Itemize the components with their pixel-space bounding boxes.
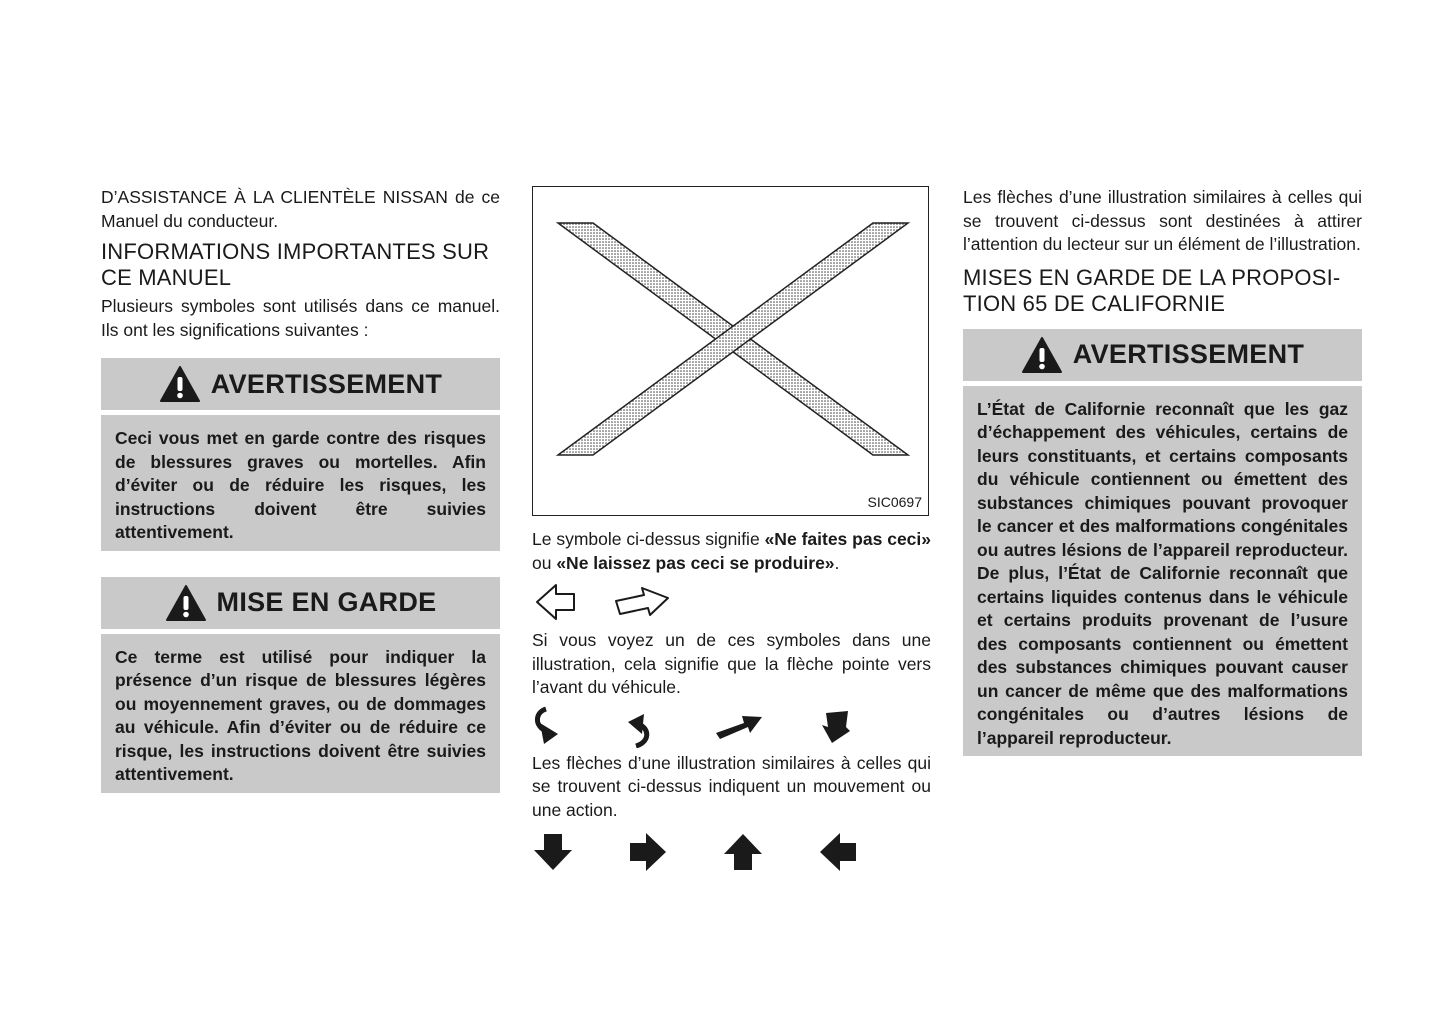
- diagonal-arrow-up-right-icon: [714, 711, 764, 743]
- attention-text: Les flèches d’une illustration similaires à celles qui se trouvent ci-dessus sont destinées à attirer l’attention du lecteur sur un élément de l’illustration.: [963, 187, 1362, 254]
- prohibition-x-icon: [533, 187, 930, 517]
- warning-box: [101, 358, 500, 551]
- movement-text: Les flèches d’une illustration similaires à celles qui se trouvent ci-dessus indiquent un mouvement ou une action.: [532, 752, 931, 820]
- arrow-right-icon: [628, 831, 668, 873]
- caution-box-header: [101, 577, 500, 634]
- left-column: [101, 186, 500, 793]
- warning-box-header: [101, 358, 500, 415]
- caution-title: MISE EN GARDE: [216, 587, 437, 617]
- middle-column: [532, 186, 931, 876]
- heading-line-2: CE MANUEL: [101, 265, 232, 290]
- warning-triangle-icon: [1021, 336, 1063, 374]
- prohibition-figure: [532, 186, 929, 516]
- heading-line-1: MISES EN GARDE DE LA PROPOSI-: [963, 264, 1341, 290]
- symbol-text-bold-2: «Ne laissez pas ceci se produire»: [556, 552, 835, 573]
- curved-arrow-up-icon: [624, 706, 658, 748]
- symbol-meaning-text: [532, 528, 931, 575]
- diagonal-arrow-down-icon: [820, 709, 854, 745]
- prop65-warning-box-header: [963, 329, 1362, 386]
- arrow-down-icon: [532, 832, 574, 872]
- forward-arrow-text: Si vous voyez un de ces symboles dans une illustration, cela signifie que la flèche pointe vers l’avant du véhicule.: [532, 630, 931, 697]
- right-column: [963, 186, 1362, 756]
- heading-line-1: INFORMATIONS IMPORTANTES SUR: [101, 239, 490, 264]
- arrow-up-icon: [722, 832, 764, 872]
- caution-box: [101, 577, 500, 793]
- warning-triangle-icon: [159, 365, 201, 403]
- curved-arrow-down-icon: [532, 706, 566, 748]
- symbol-text-bold-1: «Ne faites pas ceci»: [764, 529, 932, 549]
- motion-arrow-row: [532, 704, 931, 750]
- attention-arrow-row: [532, 828, 931, 876]
- outline-arrow-left-icon: [534, 582, 578, 622]
- warning-triangle-icon: [165, 584, 207, 622]
- prop65-warning-text: L’État de Californie reconnaît que les gaz d’échappement des véhicules, certains de leurs constituants, et certains composants du véhicule contiennent ou émettent des substances chimiques pouvant provoquer le cancer et des malformations congénitales ou autres lésions de l’appareil reproducteur. De plus, l’État de Californie reconnaît que certains liquides contenus dans le véhicule et certains produits provenant de l’usure des composants contiennent ou émettent des substances chimiques pouvant causer un cancer de même que des malformations congénitales ou d’autres lésions de l’appareil reproducteur.: [977, 398, 1348, 748]
- arrow-left-icon: [818, 831, 858, 873]
- symbol-text-mid: ou: [532, 552, 557, 573]
- section-heading-prop65: [963, 265, 1362, 317]
- caution-text: Ce terme est utilisé pour indiquer la présence d’un risque de blessures légères ou moyennement graves, ou de dommages au véhicule. Afin d’éviter ou de réduire ce risque, les instructions doivent être suivies attentivement.: [115, 646, 486, 784]
- prop65-warning-title: AVERTISSEMENT: [1072, 339, 1305, 369]
- intro-text: D’ASSISTANCE À LA CLIENTÈLE NISSAN de ce Manuel du conducteur.: [101, 187, 500, 231]
- heading-line-2: TION 65 DE CALIFORNIE: [963, 290, 1226, 316]
- symbol-text-end: .: [834, 552, 840, 573]
- symbol-text-pre: Le symbole ci-dessus signifie: [532, 529, 765, 549]
- section-heading-important-info: [101, 239, 500, 291]
- forward-arrow-row: [532, 577, 931, 627]
- warning-text: Ceci vous met en garde contre des risques de blessures graves ou mortelles. Afin d’éviter ou de réduire les risques, les instructions doivent être suivies attentivement.: [115, 428, 486, 542]
- figure-code: SIC0697: [867, 494, 922, 510]
- outline-arrow-right-icon: [614, 585, 670, 619]
- warning-title: AVERTISSEMENT: [210, 368, 443, 399]
- symbols-text: Plusieurs symboles sont utilisés dans ce manuel. Ils ont les significations suivantes :: [101, 296, 500, 340]
- prop65-warning-box: [963, 329, 1362, 757]
